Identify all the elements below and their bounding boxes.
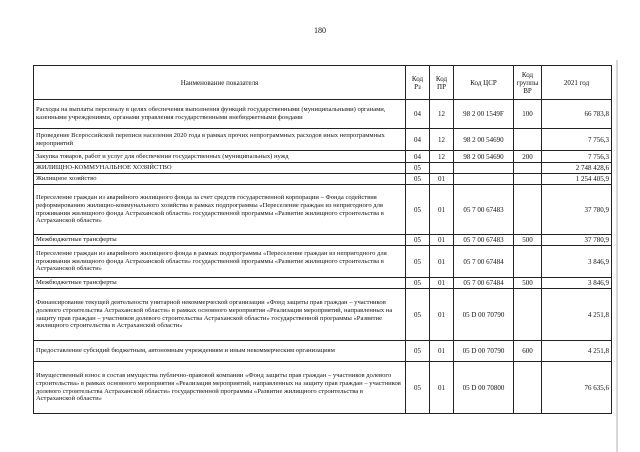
cell-name: ЖИЛИЩНО-КОММУНАЛЬНОЕ ХОЗЯЙСТВО bbox=[34, 163, 406, 174]
cell-rz: 05 bbox=[406, 185, 430, 235]
cell-name: Жилищное хозяйство bbox=[34, 174, 406, 185]
table-row bbox=[34, 235, 612, 246]
cell-name: Переселение граждан из аварийного жилищного фонда за счет средств государственной корпорации – Фонда содействия реформированию жилищно-коммунального хозяйства в рамках подпрограммы «Переселение граждан из непригодного для проживания жилищного фонда Астраханской области» государственной программы «Развитие жилищного строительства в Астраханской области» bbox=[34, 185, 406, 235]
cell-rz: 05 bbox=[406, 341, 430, 362]
cell-rz: 04 bbox=[406, 100, 430, 129]
cell-rz: 04 bbox=[406, 129, 430, 151]
cell-pr: 01 bbox=[430, 235, 454, 246]
cell-vr: 100 bbox=[514, 100, 542, 129]
header-rz: Код Рз bbox=[406, 66, 430, 100]
cell-pr: 01 bbox=[430, 278, 454, 289]
cell-pr: 01 bbox=[430, 174, 454, 185]
cell-amount: 76 635,6 bbox=[542, 362, 612, 414]
cell-vr bbox=[514, 246, 542, 278]
cell-name: Финансирование текущей деятельности унитарной некоммерческой организации «Фонд защиты прав граждан – участников долевого строительства Астраханской области» в рамках основного мероприятия «Реализация мероприятий, направленных на защиту прав граждан – участников долевого строительства Астраханской области» государственной программы «Развитие жилищного строительства в Астраханской области» bbox=[34, 289, 406, 341]
cell-csr: 98 2 00 54690 bbox=[454, 129, 514, 151]
cell-pr: 01 bbox=[430, 246, 454, 278]
cell-amount: 7 756,3 bbox=[542, 151, 612, 163]
cell-amount: 1 254 405,9 bbox=[542, 174, 612, 185]
cell-name: Межбюджетные трансферты bbox=[34, 235, 406, 246]
cell-csr: 05 D 00 70790 bbox=[454, 289, 514, 341]
cell-pr bbox=[430, 163, 454, 174]
cell-csr: 98 2 00 1549F bbox=[454, 100, 514, 129]
cell-vr bbox=[514, 163, 542, 174]
cell-csr bbox=[454, 174, 514, 185]
cell-vr: 200 bbox=[514, 151, 542, 163]
cell-rz: 05 bbox=[406, 235, 430, 246]
header-year: 2021 год bbox=[542, 66, 612, 100]
table-row bbox=[34, 185, 612, 235]
cell-amount: 66 783,8 bbox=[542, 100, 612, 129]
cell-rz: 05 bbox=[406, 246, 430, 278]
table-row bbox=[34, 174, 612, 185]
cell-name: Закупка товаров, работ и услуг для обеспечения государственных (муниципальных) нужд bbox=[34, 151, 406, 163]
cell-pr: 01 bbox=[430, 341, 454, 362]
cell-amount: 2 748 428,6 bbox=[542, 163, 612, 174]
cell-csr: 05 D 00 70800 bbox=[454, 362, 514, 414]
cell-csr bbox=[454, 163, 514, 174]
cell-csr: 05 7 00 67484 bbox=[454, 246, 514, 278]
cell-amount: 4 251,8 bbox=[542, 341, 612, 362]
cell-amount: 37 780,9 bbox=[542, 235, 612, 246]
cell-rz: 05 bbox=[406, 163, 430, 174]
cell-name: Расходы на выплаты персоналу в целях обеспечения выполнения функций государственными (муниципальными) органами, казенными учреждениями, органами управления государственными внебюджетными фондами bbox=[34, 100, 406, 129]
cell-pr: 01 bbox=[430, 362, 454, 414]
cell-amount: 7 756,3 bbox=[542, 129, 612, 151]
table-row bbox=[34, 289, 612, 341]
cell-vr bbox=[514, 362, 542, 414]
table-row bbox=[34, 100, 612, 129]
cell-rz: 05 bbox=[406, 174, 430, 185]
cell-amount: 3 846,9 bbox=[542, 246, 612, 278]
cell-vr bbox=[514, 289, 542, 341]
table-header-row bbox=[34, 66, 612, 100]
budget-table bbox=[33, 65, 612, 414]
cell-name: Межбюджетные трансферты bbox=[34, 278, 406, 289]
cell-pr: 12 bbox=[430, 129, 454, 151]
cell-pr: 12 bbox=[430, 151, 454, 163]
header-name: Наименование показателя bbox=[34, 66, 406, 100]
table-row bbox=[34, 362, 612, 414]
cell-csr: 05 D 00 70790 bbox=[454, 341, 514, 362]
cell-vr bbox=[514, 174, 542, 185]
header-vr: Код группы ВР bbox=[514, 66, 542, 100]
cell-vr bbox=[514, 129, 542, 151]
scan-edge bbox=[616, 60, 618, 452]
cell-rz: 05 bbox=[406, 278, 430, 289]
cell-vr: 500 bbox=[514, 235, 542, 246]
cell-name: Имущественный взнос в состав имущества публично-правовой компании «Фонд защиты прав граждан – участников долевого строительства» в рамках основного мероприятия «Реализация мероприятий, направленных на защиту прав граждан – участников долевого строительства Астраханской области» государственной программы «Развитие жилищного строительства в Астраханской области» bbox=[34, 362, 406, 414]
table-row bbox=[34, 246, 612, 278]
table-row bbox=[34, 129, 612, 151]
table-row bbox=[34, 151, 612, 163]
cell-rz: 05 bbox=[406, 362, 430, 414]
cell-amount: 37 780,9 bbox=[542, 185, 612, 235]
cell-name: Проведение Всероссийской переписи населения 2020 года в рамках прочих непрограммных расходов иных непрограммных мероприятий bbox=[34, 129, 406, 151]
cell-pr: 01 bbox=[430, 185, 454, 235]
header-pr: Код ПР bbox=[430, 66, 454, 100]
cell-pr: 01 bbox=[430, 289, 454, 341]
cell-csr: 05 7 00 67483 bbox=[454, 235, 514, 246]
cell-rz: 05 bbox=[406, 289, 430, 341]
cell-pr: 12 bbox=[430, 100, 454, 129]
cell-vr: 600 bbox=[514, 341, 542, 362]
table-row bbox=[34, 163, 612, 174]
cell-csr: 05 7 00 67483 bbox=[454, 185, 514, 235]
cell-csr: 05 7 00 67484 bbox=[454, 278, 514, 289]
cell-vr: 500 bbox=[514, 278, 542, 289]
page-number: 180 bbox=[314, 26, 326, 35]
cell-amount: 3 846,9 bbox=[542, 278, 612, 289]
table-row bbox=[34, 278, 612, 289]
table-row bbox=[34, 341, 612, 362]
cell-name: Переселение граждан из аварийного жилищного фонда в рамках подпрограммы «Переселение граждан из непригодного для проживания жилищного фонда Астраханской области» государственной программы «Развитие жилищного строительства в Астраханской области» bbox=[34, 246, 406, 278]
cell-vr bbox=[514, 185, 542, 235]
cell-name: Предоставление субсидий бюджетным, автономным учреждениям и иным некоммерческим организациям bbox=[34, 341, 406, 362]
header-csr: Код ЦСР bbox=[454, 66, 514, 100]
cell-amount: 4 251,8 bbox=[542, 289, 612, 341]
cell-rz: 04 bbox=[406, 151, 430, 163]
cell-csr: 98 2 00 54690 bbox=[454, 151, 514, 163]
